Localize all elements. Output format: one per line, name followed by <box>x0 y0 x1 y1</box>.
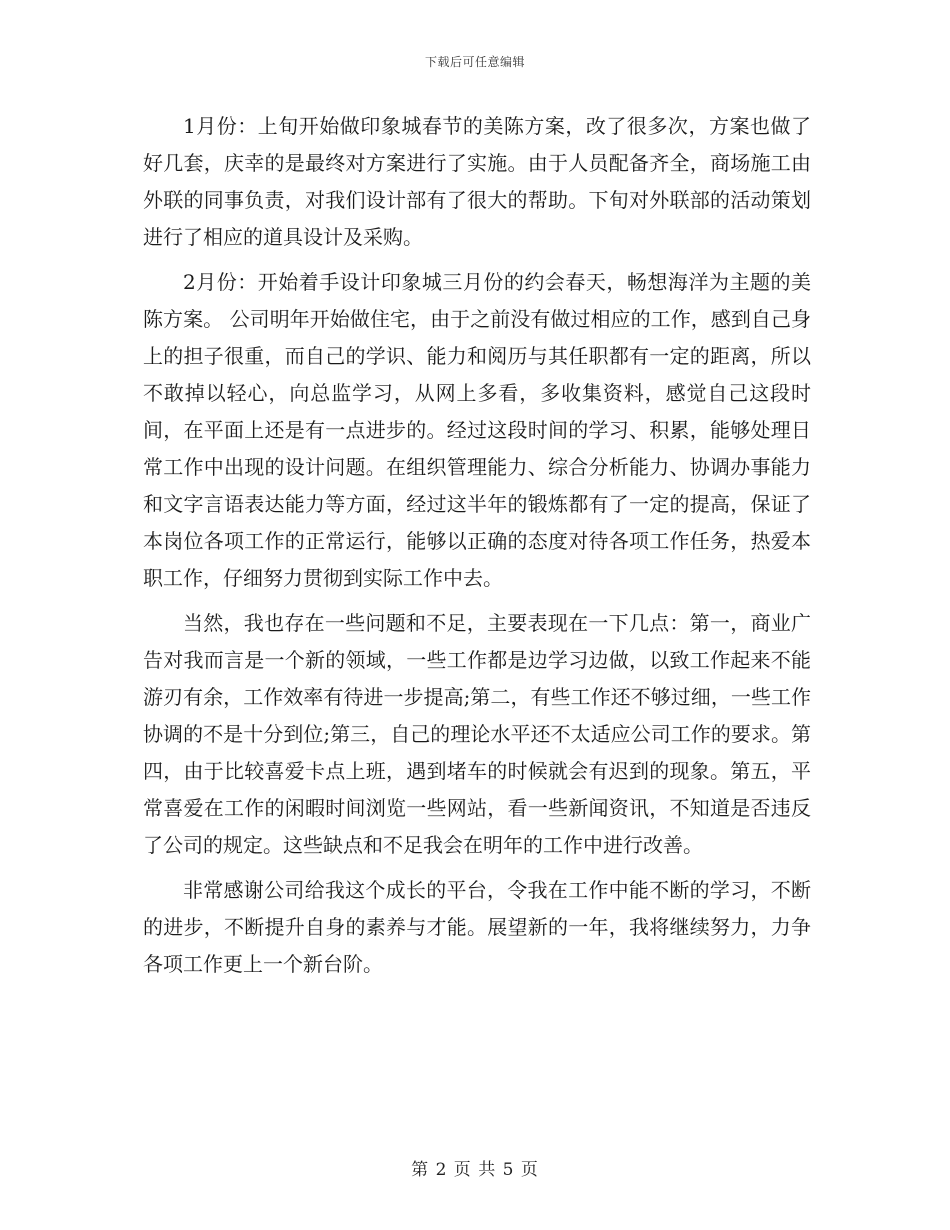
paragraph-february: 2月份：开始着手设计印象城三月份的约会春天，畅想海洋为主题的美陈方案。 公司明年开始做住宅，由于之前没有做过相应的工作，感到自己身上的担子很重，而自己的学识、能力和阅历与其任职都有一定的距离，所以不敢掉以轻心，向总监学习，从网上多看，多收集资料，感觉自己这段时间，在平面上还是有一点进步的。经过这段时间的学习、积累，能够处理日常工作中出现的设计问题。在组织管理能力、综合分析能力、协调办事能力和文字言语表达能力等方面，经过这半年的锻炼都有了一定的提高，保证了本岗位各项工作的正常运行，能够以正确的态度对待各项工作任务，热爱本职工作，仔细努力贯彻到实际工作中去。 <box>143 270 811 590</box>
paragraph-january: 1月份：上旬开始做印象城春节的美陈方案，改了很多次，方案也做了好几套，庆幸的是最终对方案进行了实施。由于人员配备齐全，商场施工由外联的同事负责，对我们设计部有了很大的帮助。下旬对外联部的活动策划进行了相应的道具设计及采购。 <box>143 114 811 249</box>
paragraph-thanks: 非常感谢公司给我这个成长的平台，令我在工作中能不断的学习，不断的进步，不断提升自身的素养与才能。展望新的一年，我将继续努力，力争各项工作更上一个新台阶。 <box>143 878 811 976</box>
page-number: 第 2 页 共 5 页 <box>411 1160 539 1180</box>
page-header: 下载后可任意编辑 <box>424 55 525 69</box>
document-body <box>143 108 811 991</box>
paragraph-shortcomings: 当然，我也存在一些问题和不足，主要表现在一下几点：第一，商业广告对我而言是一个新的领域，一些工作都是边学习边做，以致工作起来不能游刃有余，工作效率有待进一步提高;第二，有些工作还不够过细，一些工作协调的不是十分到位;第三，自己的理论水平还不太适应公司工作的要求。第四，由于比较喜爱卡点上班，遇到堵车的时候就会有迟到的现象。第五，平常喜爱在工作的闲暇时间浏览一些网站，看一些新闻资讯，不知道是否违反了公司的规定。这些缺点和不足我会在明年的工作中进行改善。 <box>143 611 811 857</box>
